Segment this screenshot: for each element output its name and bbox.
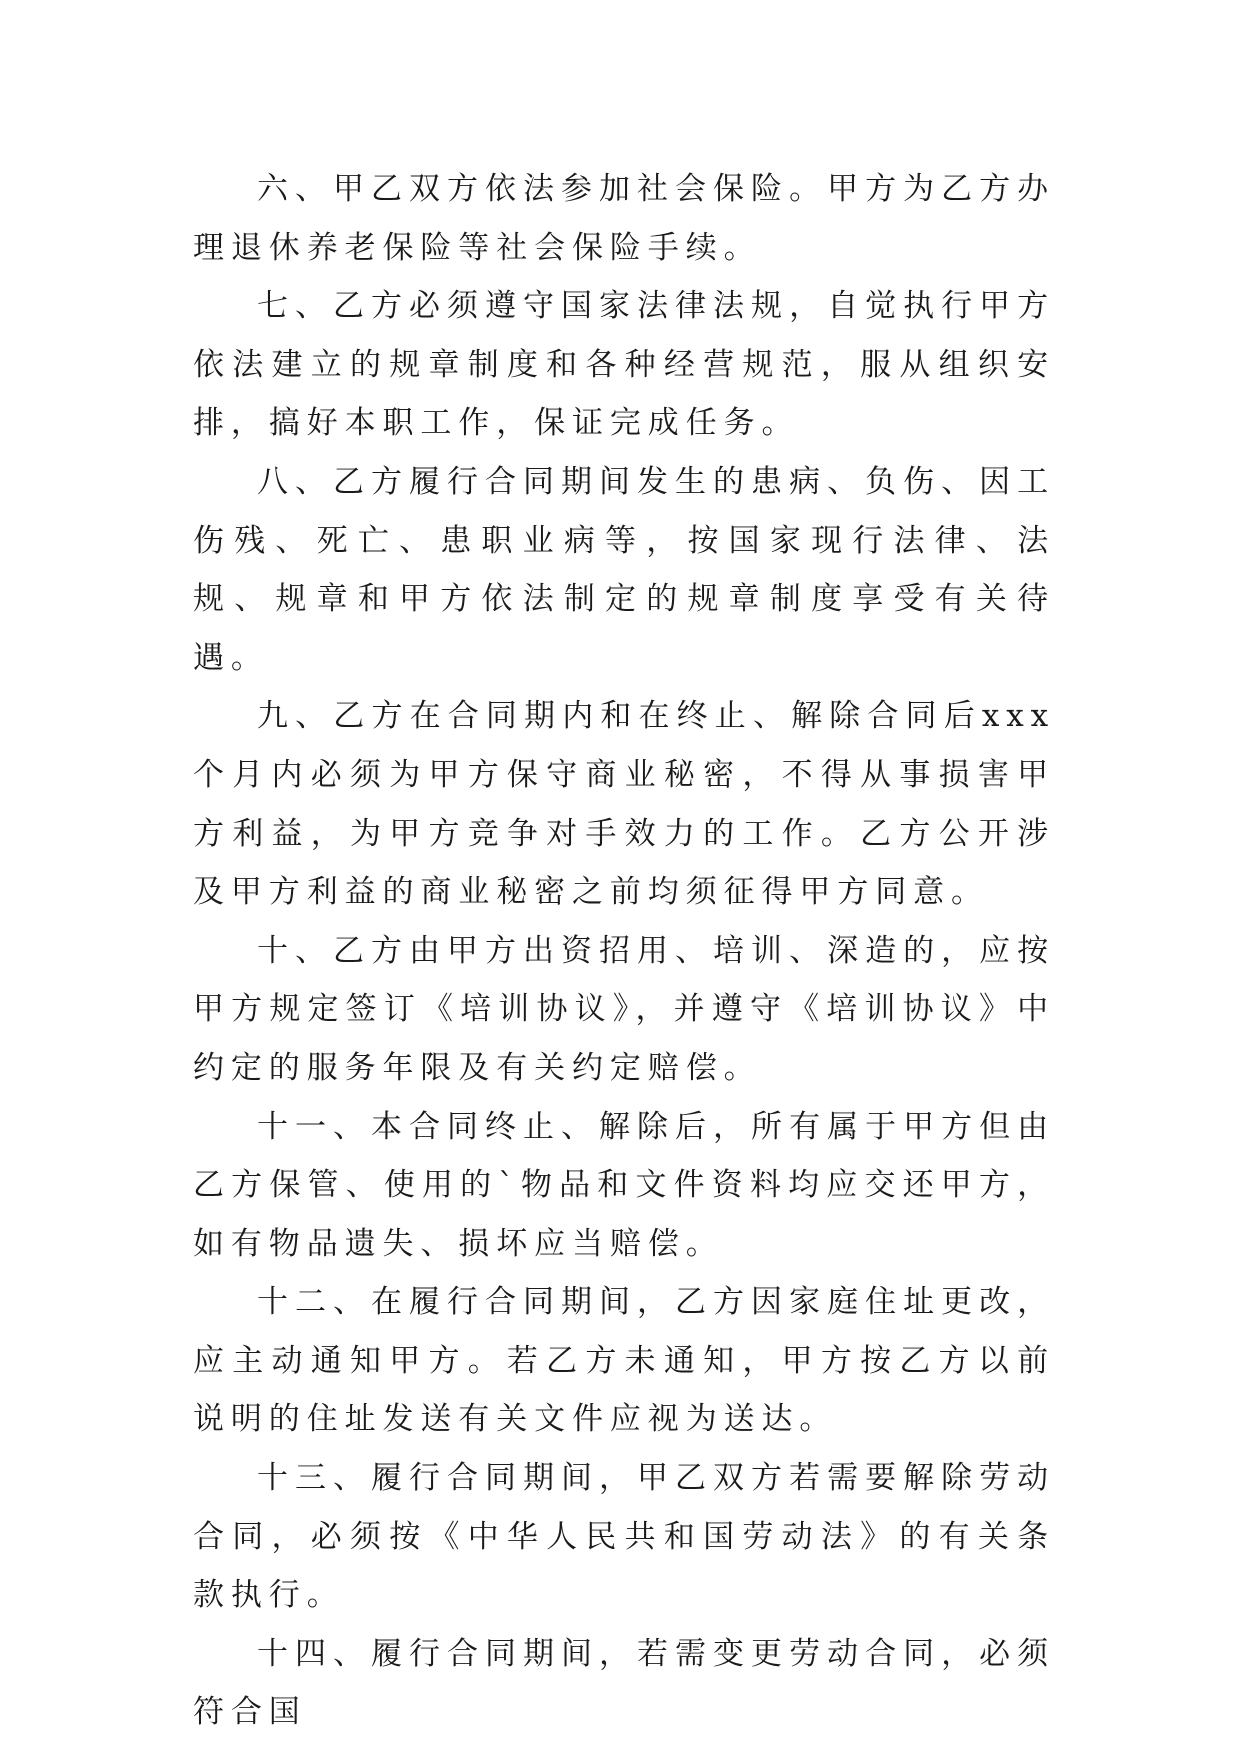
paragraph-9: 九、乙方在合同期内和在终止、解除合同后xxx个月内必须为甲方保守商业秘密，不得从事损害甲方利益，为甲方竞争对手效力的工作。乙方公开涉及甲方利益的商业秘密之前均须征得甲方同意。	[193, 698, 1055, 911]
paragraph-6: 六、甲乙双方依法参加社会保险。甲方为乙方办理退休养老保险等社会保险手续。	[193, 171, 1055, 266]
document-body	[193, 160, 1055, 1742]
paragraph-13: 十三、履行合同期间，甲乙双方若需要解除劳动合同，必须按《中华人民共和国劳动法》的有关条款执行。	[193, 1460, 1055, 1614]
paragraph-7: 七、乙方必须遵守国家法律法规，自觉执行甲方依法建立的规章制度和各种经营规范，服从组织安排，搞好本职工作，保证完成任务。	[193, 288, 1055, 442]
paragraph-11: 十一、本合同终止、解除后，所有属于甲方但由乙方保管、使用的`物品和文件资料均应交还甲方，如有物品遗失、损坏应当赔偿。	[193, 1108, 1055, 1262]
paragraph-8: 八、乙方履行合同期间发生的患病、负伤、因工伤残、死亡、患职业病等，按国家现行法律、法规、规章和甲方依法制定的规章制度享受有关待遇。	[193, 463, 1055, 676]
paragraph-14: 十四、履行合同期间，若需变更劳动合同，必须符合国	[193, 1635, 1055, 1731]
paragraph-10: 十、乙方由甲方出资招用、培训、深造的，应按甲方规定签订《培训协议》，并遵守《培训协议》中约定的服务年限及有关约定赔偿。	[193, 932, 1055, 1086]
paragraph-12: 十二、在履行合同期间，乙方因家庭住址更改，应主动通知甲方。若乙方未通知，甲方按乙方以前说明的住址发送有关文件应视为送达。	[193, 1284, 1055, 1438]
